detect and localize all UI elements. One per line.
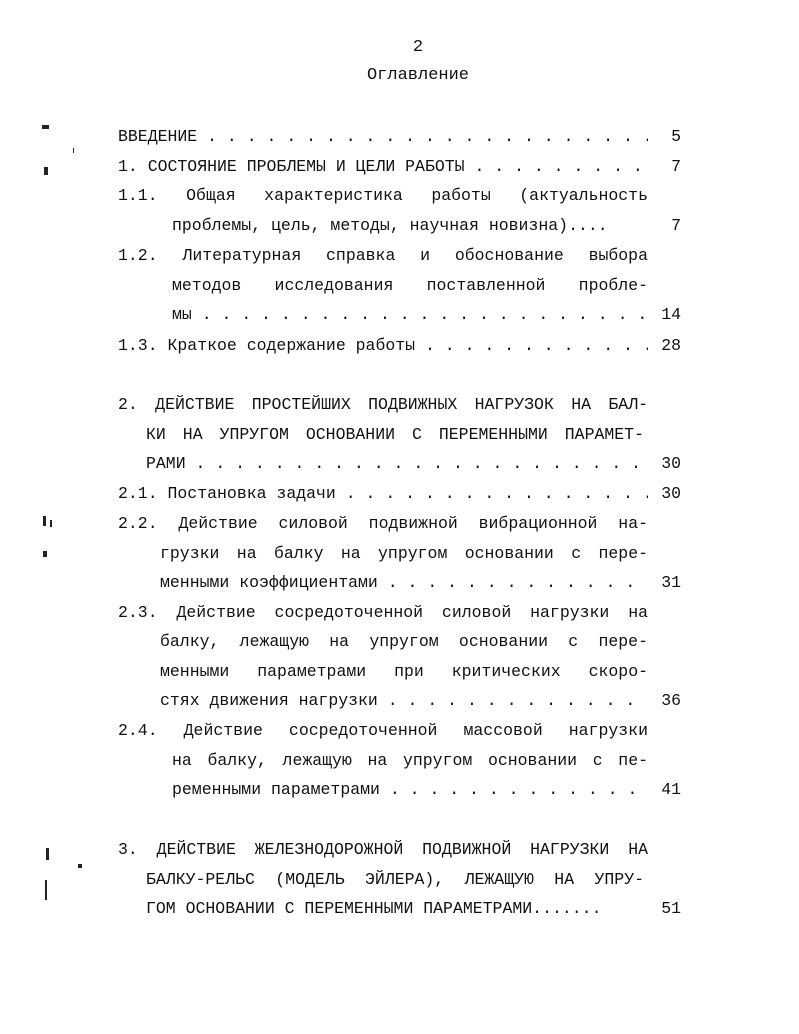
- toc-entry-s2-1[interactable]: 2.1. Постановка задачи . . .: [118, 482, 648, 506]
- toc-entry-s2-4-line2: на балку, лежащую на упругом основании с пе-: [172, 751, 648, 770]
- toc-entry-s1-2-line2: методов исследования поставленной пробле-: [172, 276, 648, 295]
- toc-entry-s1-1-line1[interactable]: 1.1. Общая характеристика работы (актуальность: [118, 186, 648, 205]
- scan-speck: [43, 551, 47, 557]
- toc-entry-s2-2-line2: грузки на балку на упругом основании с пере-: [160, 544, 648, 563]
- scan-speck: [73, 148, 74, 153]
- toc-page-s1: 7: [671, 157, 681, 176]
- page-number: 2: [412, 38, 424, 57]
- toc-page-s2-3: 36: [661, 691, 681, 710]
- toc-page-s2-2: 31: [661, 573, 681, 592]
- toc-entry-s2-3-line1[interactable]: 2.3. Действие сосредоточенной силовой нагрузки на: [118, 603, 648, 622]
- toc-entry-s2-line2: КИ НА УПРУГОМ ОСНОВАНИИ С ПЕРЕМЕННЫМИ ПАРАМЕТ-: [146, 425, 644, 444]
- toc-entry-s1-1-line2: проблемы, цель, методы, научная новизна)....: [172, 216, 608, 235]
- toc-heading: Оглавление: [366, 66, 470, 85]
- toc-entry-s2-2-line3: менными коэффициентами . . .: [160, 571, 648, 595]
- toc-entry-s2-line1[interactable]: 2. ДЕЙСТВИЕ ПРОСТЕЙШИХ ПОДВИЖНЫХ НАГРУЗОК НА БАЛ-: [118, 395, 648, 414]
- toc-entry-s1-3[interactable]: 1.3. Краткое содержание работы . . .: [118, 334, 648, 358]
- toc-entry-s3-line3: ГОМ ОСНОВАНИИ С ПЕРЕМЕННЫМИ ПАРАМЕТРАМИ.......: [146, 899, 602, 918]
- scan-speck: [50, 520, 52, 527]
- toc-entry-s2-3-line4: стях движения нагрузки . . .: [160, 689, 648, 713]
- toc-entry-s2-2-line1[interactable]: 2.2. Действие силовой подвижной вибрационной на-: [118, 514, 648, 533]
- toc-entry-s1-2-line3: мы . . .: [172, 303, 648, 327]
- toc-page-s2-1: 30: [661, 484, 681, 503]
- toc-entry-s2-line3: РАМИ . . .: [146, 452, 644, 476]
- toc-page-s2: 30: [661, 454, 681, 473]
- toc-entry-intro[interactable]: ВВЕДЕНИЕ . . .: [118, 125, 648, 149]
- toc-entry-s3-line2: БАЛКУ-РЕЛЬС (МОДЕЛЬ ЭЙЛЕРА), ЛЕЖАЩУЮ НА УПРУ-: [146, 870, 644, 889]
- scan-speck: [44, 167, 48, 175]
- toc-page-s3: 51: [661, 899, 681, 918]
- toc-page-s2-4: 41: [661, 780, 681, 799]
- scan-speck: [42, 125, 49, 129]
- toc-entry-s1[interactable]: 1. СОСТОЯНИЕ ПРОБЛЕМЫ И ЦЕЛИ РАБОТЫ . . .: [118, 155, 648, 179]
- toc-page-s1-1: 7: [671, 216, 681, 235]
- scan-speck: [46, 848, 49, 860]
- toc-page-intro: 5: [671, 127, 681, 146]
- toc-entry-s2-3-line2: балку, лежащую на упругом основании с пере-: [160, 632, 648, 651]
- toc-entry-s2-4-line3: ременными параметрами . . .: [172, 778, 648, 802]
- toc-entry-s1-2-line1[interactable]: 1.2. Литературная справка и обоснование выбора: [118, 246, 648, 265]
- scan-speck: [78, 864, 82, 868]
- toc-page-s1-3: 28: [661, 336, 681, 355]
- toc-entry-s3-line1[interactable]: 3. ДЕЙСТВИЕ ЖЕЛЕЗНОДОРОЖНОЙ ПОДВИЖНОЙ НАГРУЗКИ НА: [118, 840, 648, 859]
- toc-page-s1-2: 14: [661, 305, 681, 324]
- toc-entry-s2-3-line3: менными параметрами при критических скоро-: [160, 662, 648, 681]
- scan-speck: [45, 880, 47, 900]
- toc-entry-s2-4-line1[interactable]: 2.4. Действие сосредоточенной массовой нагрузки: [118, 721, 648, 740]
- scan-speck: [43, 516, 46, 526]
